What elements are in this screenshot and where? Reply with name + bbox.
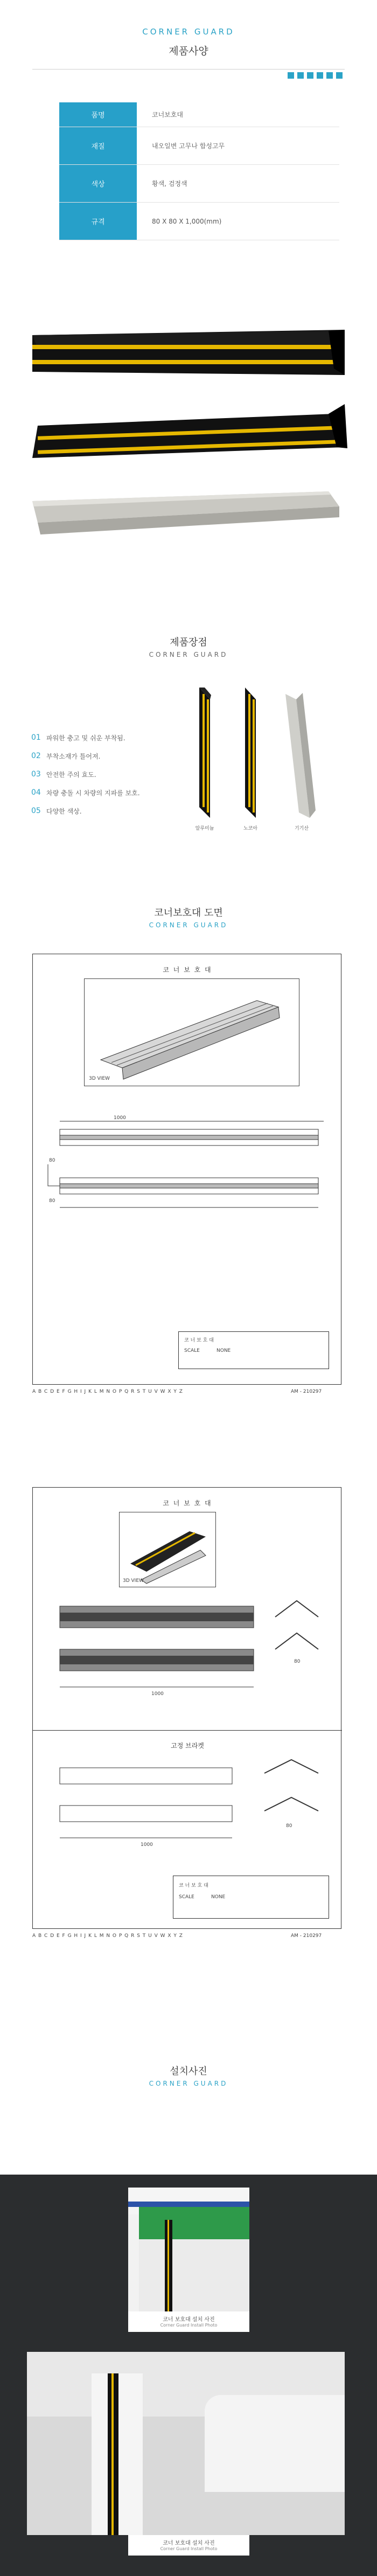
feature-text: 다양한 색상. [46,807,82,815]
feature-list [31,728,182,820]
drawing-sheet-number: AM - 210297 [291,1933,322,1939]
drawing-title: 코너보호대 도면 [154,907,223,919]
drawing-sheet-2 [32,1487,341,1929]
spec-row [59,102,339,127]
feature-item [31,802,182,820]
install-photo-1 [128,2188,249,2311]
feature-text: 부착소재가 틀어져. [46,752,101,760]
sample-guard-black-yellow [199,688,211,818]
install-title: 설치사진 [170,2066,207,2077]
feature-text: 차량 충돌 시 차량의 지파를 보호. [46,789,140,797]
caption-en: Corner Guard Install Photo [160,2323,218,2328]
photo-caption [128,2535,249,2556]
feature-number: 03 [31,770,41,779]
dimension-label: 1000 [141,1842,153,1848]
spec-row [59,127,339,165]
drawing-heading: 코 너 보 호 대 [163,966,212,974]
spec-label: 규격 [59,203,137,240]
title-block [178,1331,329,1369]
dimension-label: 80 [294,1659,301,1664]
feature-number: 01 [31,733,41,742]
guard-3d-view [85,979,299,1086]
drawing-sheet-1 [32,954,341,1385]
caption-en: Corner Guard Install Photo [160,2546,218,2551]
product-aluminum-guard [32,491,339,534]
feature-text: 파워한 충고 및 쉬운 부착됨. [46,734,125,742]
title-block-scale: SCALE [179,1894,194,1900]
page-title: 제품사양 [169,45,208,57]
title-block-scale-value: NONE [217,1348,231,1353]
bracket-heading: 고정 브라켓 [171,1742,204,1749]
feature-item [31,783,182,802]
view-3d-frame [84,978,299,1086]
feature-number: 04 [31,788,41,797]
bracket-drawing [49,1757,329,1859]
sample-label: 알루미늄 [195,826,214,831]
sample-guard-aluminum [285,693,316,818]
feature-item [31,765,182,783]
title-block-scale-value: NONE [211,1894,226,1900]
product-black-yellow-guard [32,404,347,458]
features-brand: CORNER GUARD [149,651,228,658]
sample-guards [188,683,329,839]
dimension-label: 80 [286,1823,292,1829]
parked-car [205,2395,345,2492]
spec-row [59,165,339,203]
drawing-brand: CORNER GUARD [149,921,228,929]
spec-label: 품명 [59,102,137,127]
sample-guard-black-yellow [245,688,256,818]
drawing-orthographic [44,1100,329,1261]
feature-item [31,728,182,747]
feature-number: 05 [31,807,41,815]
spec-row [59,203,339,240]
view-3d-frame [119,1512,216,1587]
guard-3d-view [120,1512,215,1587]
product-images [27,323,350,555]
view-label: 3D VIEW [123,1578,144,1584]
dimension-label: 1000 [151,1691,164,1697]
spec-value: 코너보호대 [152,111,183,119]
view-label: 3D VIEW [89,1076,110,1081]
spec-table [59,102,339,240]
feature-text: 안전한 주의 효도. [46,770,96,779]
square-dots [288,72,343,79]
sample-label: 노코아 [243,826,258,831]
caption-ko: 코너 보호대 설치 사진 [163,2317,215,2323]
dimension-label: 80 [49,1198,55,1204]
spec-value: 80 X 80 X 1,000(mm) [152,217,222,225]
title-block-name: 코 너 보 호 대 [184,1338,214,1343]
feature-item [31,747,182,765]
photo-caption [128,2311,249,2332]
title-block-scale: SCALE [184,1348,200,1353]
brand-heading: CORNER GUARD [142,27,235,37]
install-photo-2 [27,2352,345,2535]
dimension-label: 80 [49,1158,55,1163]
drawing-heading: 코 너 보 호 대 [163,1499,212,1507]
spec-label: 재질 [59,127,137,164]
product-black-yellow-guard [32,330,345,375]
spec-value: 황색, 검정색 [152,180,187,188]
spec-value: 내오일변 고무나 합성고무 [152,142,225,150]
section-divider [33,1730,342,1731]
features-title: 제품장점 [170,637,207,648]
caption-ko: 코너 보호대 설치 사진 [163,2540,215,2546]
spec-label: 색상 [59,165,137,202]
install-brand: CORNER GUARD [149,2080,228,2087]
drawing-footer-letters: A B C D E F G H I J K L M N O P Q R S T U V W X Y Z [32,1933,183,1939]
drawing-orthographic [49,1595,329,1714]
drawing-sheet-number: AM - 210297 [291,1389,322,1394]
drawing-footer-letters: A B C D E F G H I J K L M N O P Q R S T U V W X Y Z [32,1389,183,1394]
feature-number: 02 [31,752,41,760]
divider [32,69,345,70]
title-block [173,1876,329,1919]
dimension-label: 1000 [114,1115,126,1121]
sample-label: 기기산 [294,826,309,831]
title-block-name: 코 너 보 호 대 [179,1883,208,1888]
